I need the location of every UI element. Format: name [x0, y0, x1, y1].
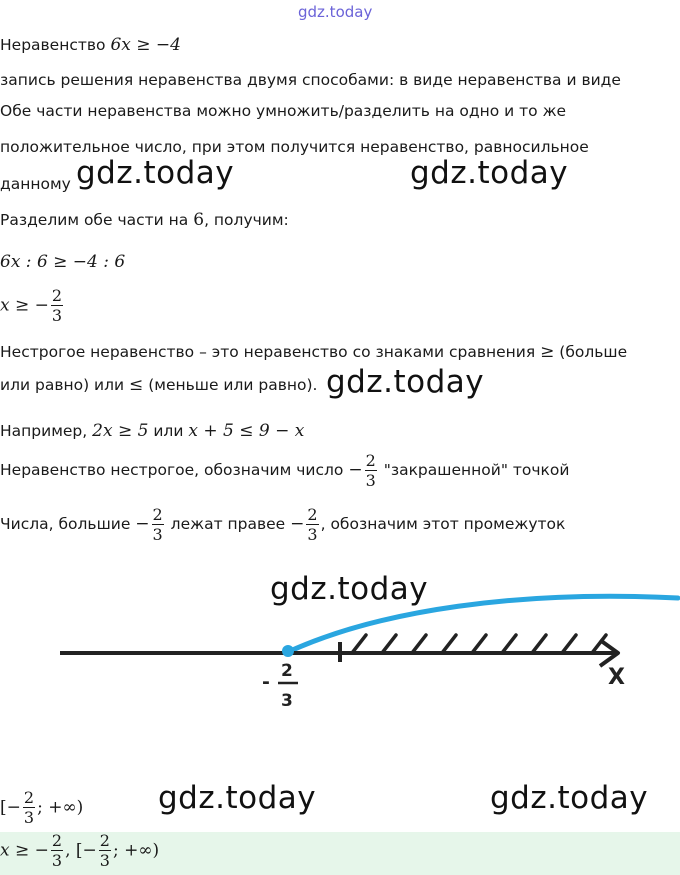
- watermark: gdz.today: [326, 364, 485, 400]
- example-prefix: Например,: [0, 422, 88, 440]
- nonstrict-text-b: (меньше или равно).: [148, 376, 318, 394]
- step-1-expression: 6x : 6 ≥ −4 : 6: [0, 252, 126, 272]
- inequality-expression: 6x ≥ −4: [110, 35, 181, 55]
- task-description: запись решения неравенства двумя способами: в виде неравенства и виде: [0, 71, 621, 89]
- divide-prefix: Разделим обе части на: [0, 211, 189, 229]
- nonstrict-line-1: [0, 342, 627, 362]
- fraction-two-thirds: [152, 504, 164, 544]
- point-label-minus: -: [262, 671, 270, 693]
- nonstrict-sign-ge: ≥: [540, 342, 555, 362]
- divide-line: [0, 210, 289, 230]
- fraction-denominator: 3: [365, 470, 376, 490]
- fraction-two-thirds: [306, 504, 318, 544]
- fraction-two-thirds: [99, 833, 111, 869]
- fraction-denominator: 3: [307, 524, 318, 544]
- filled-point: [282, 645, 294, 657]
- rule-line-3: данному: [0, 175, 71, 193]
- inequality-label: Неравенство: [0, 36, 106, 54]
- point-text-a: Неравенство нестрогое, обозначим число: [0, 461, 344, 479]
- numbers-line: [0, 500, 565, 548]
- nonstrict-sign-le: ≤: [129, 375, 144, 395]
- inequality-line: [0, 35, 181, 55]
- hatching: [352, 635, 606, 653]
- watermark: gdz.today: [490, 780, 649, 816]
- point-label-numerator: 2: [281, 661, 293, 681]
- fraction-numerator: 2: [365, 450, 376, 470]
- fraction-denominator: 3: [51, 306, 63, 325]
- watermark: gdz.today: [270, 571, 429, 607]
- interval-expression: [0, 790, 83, 826]
- fraction-numerator: 2: [23, 788, 35, 807]
- numbers-text-c: , обозначим этот промежуток: [320, 515, 566, 533]
- fraction-two-thirds: [23, 790, 35, 826]
- numbers-text-a: Числа, большие: [0, 515, 131, 533]
- axis-label-x: X: [608, 665, 625, 690]
- nonstrict-text-a: или равно) или: [0, 376, 125, 394]
- nonstrict-tail: (больше: [559, 343, 628, 361]
- divide-number: 6: [193, 210, 205, 230]
- watermark: gdz.today: [410, 155, 569, 191]
- interval-tail: ; +∞): [37, 797, 84, 818]
- fraction-denominator: 3: [152, 524, 163, 544]
- site-watermark: gdz.today: [298, 3, 373, 21]
- fraction-two-thirds: [365, 450, 377, 490]
- minus-sign: −: [135, 514, 150, 534]
- numbers-text-b: лежат правее: [170, 515, 286, 533]
- fraction-denominator: 3: [99, 851, 110, 870]
- example-or: или: [153, 422, 184, 440]
- minus-sign: −: [290, 514, 305, 534]
- nonstrict-line-2: [0, 375, 317, 395]
- rule-line-1: Обе части неравенства можно умножить/разделить на одно и то же: [0, 102, 567, 120]
- answer-tail: ; +∞): [112, 840, 160, 861]
- watermark: gdz.today: [76, 155, 235, 191]
- example-expression-1: 2x ≥ 5: [92, 421, 149, 441]
- watermark: gdz.today: [158, 780, 317, 816]
- example-line: [0, 421, 304, 441]
- answer-mid: , [−: [65, 840, 97, 861]
- step-2-prefix: x ≥ −: [0, 295, 49, 316]
- fraction-numerator: 2: [99, 831, 110, 850]
- point-line: [0, 446, 569, 494]
- example-expression-2: x + 5 ≤ 9 − x: [188, 421, 305, 441]
- rule-line-2: положительное число, при этом получится неравенство, равносильное: [0, 138, 589, 156]
- nonstrict-text: Нестрогое неравенство – это неравенство со знаками сравнения: [0, 343, 536, 361]
- point-label-denominator: 3: [281, 691, 293, 711]
- fraction-numerator: 2: [152, 504, 163, 524]
- interval-open: [−: [0, 797, 21, 818]
- answer-prefix: x ≥ −: [0, 840, 49, 861]
- minus-sign: −: [348, 460, 363, 480]
- divide-suffix: , получим:: [204, 211, 289, 229]
- fraction-numerator: 2: [51, 831, 63, 850]
- fraction-numerator: 2: [307, 504, 318, 524]
- fraction-denominator: 3: [23, 808, 35, 827]
- fraction-two-thirds: [51, 288, 63, 324]
- step-2-expression: [0, 288, 65, 324]
- answer-expression: [0, 833, 159, 869]
- fraction-denominator: 3: [51, 851, 63, 870]
- fraction-numerator: 2: [51, 286, 63, 305]
- point-text-b: "закрашенной" точкой: [383, 461, 570, 479]
- fraction-two-thirds: [51, 833, 63, 869]
